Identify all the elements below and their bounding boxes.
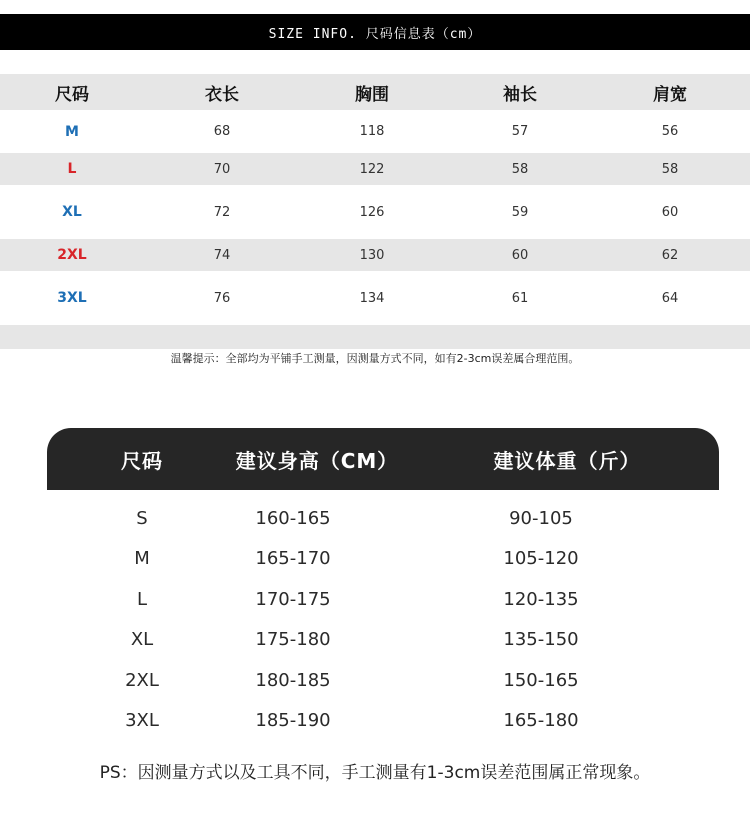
rec-weight: 105-120 — [503, 548, 579, 570]
sleeve-value: 59 — [511, 204, 529, 220]
size-label: 2XL — [57, 247, 87, 263]
shoulder-value: 56 — [661, 124, 679, 139]
rec-height: 185-190 — [255, 710, 331, 732]
length-value: 72 — [213, 204, 231, 220]
shoulder-value: 64 — [661, 290, 679, 306]
table-row — [0, 153, 750, 185]
recommendation-header — [47, 428, 719, 490]
length-value: 74 — [213, 247, 231, 263]
header-shoulder: 肩宽 — [653, 84, 687, 105]
sleeve-value: 58 — [511, 161, 529, 177]
table-row — [0, 271, 750, 325]
rec-row — [0, 701, 750, 742]
size-label: L — [67, 161, 77, 177]
sleeve-value: 57 — [511, 124, 529, 139]
rec-size: 3XL — [125, 710, 159, 732]
header-length: 衣长 — [205, 84, 239, 105]
banner-title: SIZE INFO. 尺码信息表（cm） — [268, 26, 482, 42]
rec-row — [0, 498, 750, 539]
shoulder-value: 62 — [661, 247, 679, 263]
rec-weight: 135-150 — [503, 629, 579, 651]
sleeve-value: 60 — [511, 247, 529, 263]
rec-header-size: 尺码 — [121, 448, 163, 473]
header-sleeve: 袖长 — [503, 84, 537, 105]
rec-height: 160-165 — [255, 507, 331, 529]
chest-value: 122 — [359, 161, 385, 177]
size-label: 3XL — [57, 290, 87, 306]
header-size: 尺码 — [55, 84, 89, 105]
size-info-banner — [0, 14, 750, 50]
size-info-table — [0, 74, 750, 349]
rec-size: L — [136, 588, 148, 610]
ps-note: PS：因测量方式以及工具不同，手工测量有1-3cm误差范围属正常现象。 — [99, 763, 651, 783]
measurement-tip: 温馨提示：全部均为平铺手工测量，因测量方式不同，如有2-3cm误差属合理范围。 — [170, 352, 580, 365]
rec-height: 175-180 — [255, 629, 331, 651]
shoulder-value: 58 — [661, 161, 679, 177]
rec-row — [0, 579, 750, 620]
shoulder-value: 60 — [661, 204, 679, 220]
rec-row — [0, 539, 750, 580]
length-value: 70 — [213, 161, 231, 177]
sleeve-value: 61 — [511, 290, 529, 306]
table-row — [0, 239, 750, 271]
rec-header-height: 建议身高（CM） — [235, 448, 399, 473]
table-row — [0, 185, 750, 239]
rec-weight: 120-135 — [503, 588, 579, 610]
table-row — [0, 110, 750, 153]
chest-value: 130 — [359, 247, 385, 263]
rec-weight: 150-165 — [503, 669, 579, 691]
rec-size: M — [134, 548, 150, 570]
size-label: M — [65, 123, 79, 140]
table-header-row — [0, 74, 750, 110]
length-value: 76 — [213, 290, 231, 306]
rec-header-weight: 建议体重（斤） — [493, 448, 641, 473]
rec-weight: 90-105 — [509, 507, 573, 529]
rec-size: XL — [130, 629, 154, 651]
rec-row — [0, 660, 750, 701]
table-footer-row — [0, 325, 750, 349]
rec-size: S — [136, 507, 148, 529]
header-chest: 胸围 — [355, 84, 389, 105]
rec-height: 165-170 — [255, 548, 331, 570]
recommendation-table — [0, 498, 750, 741]
chest-value: 126 — [359, 204, 385, 220]
rec-height: 170-175 — [255, 588, 331, 610]
chest-value: 134 — [359, 290, 385, 306]
rec-height: 180-185 — [255, 669, 331, 691]
size-label: XL — [62, 204, 82, 220]
chest-value: 118 — [359, 124, 385, 139]
rec-weight: 165-180 — [503, 710, 579, 732]
rec-row — [0, 620, 750, 661]
length-value: 68 — [213, 124, 231, 139]
rec-size: 2XL — [125, 669, 159, 691]
